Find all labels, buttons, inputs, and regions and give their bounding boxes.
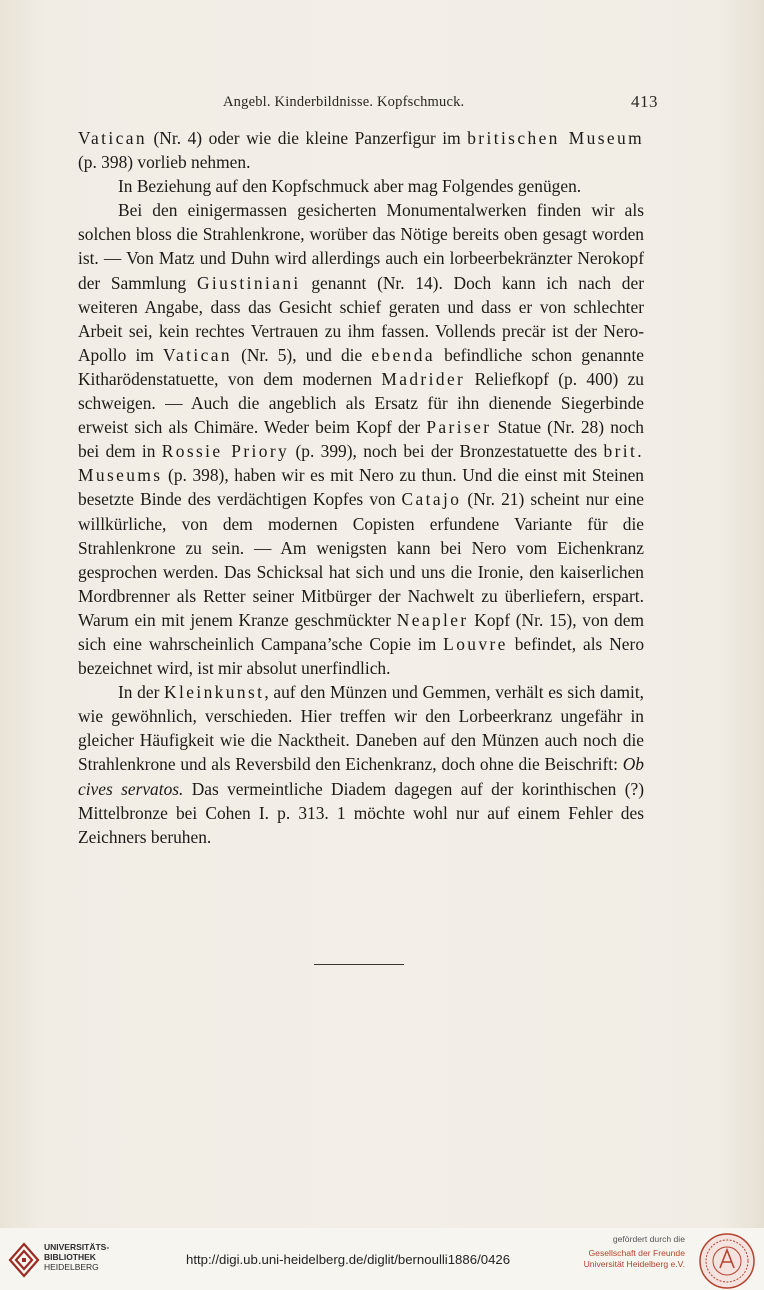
spaced-word: britischen Museum	[467, 128, 645, 148]
library-name	[44, 1242, 109, 1272]
library-name-line: BIBLIOTHEK	[44, 1252, 96, 1262]
text-run: (p. 398), haben wir es mit Nero zu thun. Und die einst mit Steinen besetzte Binde des verdächtigen Kopfes von	[78, 465, 644, 510]
spaced-word: Vatican	[162, 344, 232, 365]
sponsor-name: Gesellschaft der Freunde	[588, 1247, 685, 1258]
text-run: (p. 399), noch bei der Bronzestatuette des	[289, 441, 604, 462]
text-run: befindet, als Nero bezeichnet wird, ist mir absolut unerfindlich.	[78, 633, 645, 679]
spaced-word: Rossie Priory	[161, 441, 290, 462]
text-run: (Nr. 4) oder wie die kleine Panzerfigur im	[146, 128, 468, 148]
spaced-word: Pariser	[426, 417, 492, 438]
library-name-line: UNIVERSITÄTS-	[44, 1242, 110, 1252]
spaced-word: Neapler	[396, 609, 469, 630]
text-run: (Nr. 21) scheint nur eine willkürliche, von dem modernen Copisten erfundene Variante für die Strahlenkrone zu sein. — Am wenigsten kann bei Nero vom Eichenkranz gesprochen werden. Das Schicksal hat sich und uns die Ironie, den kaiserlichen Mordbrenner als Retter seiner Mitbürger der Nachwelt zu überliefern, erspart. Warum ein mit jenem Kranze geschmückter	[78, 489, 644, 630]
spaced-word: Catajo	[401, 489, 462, 510]
page-number: 413	[631, 92, 658, 111]
paragraph-2: In Beziehung auf den Kopfschmuck aber mag Folgendes genügen.	[118, 176, 582, 197]
section-divider	[314, 964, 404, 965]
paragraph-4	[78, 680, 644, 849]
text-run: (Nr. 5), und die	[231, 344, 372, 365]
spaced-word: Madrider	[381, 368, 466, 389]
text-run: befindliche schon genannte Kitharödenstatuette, von dem modernen	[78, 344, 644, 389]
sponsor-block	[584, 1234, 685, 1271]
spaced-word: Kleinkunst	[164, 682, 265, 703]
spaced-word: Vatican	[78, 128, 147, 148]
library-logo-icon	[8, 1240, 40, 1280]
paragraph-3	[78, 198, 644, 680]
sponsor-label: gefördert durch die	[612, 1234, 685, 1244]
text-run: (p. 398) vorlieb nehmen.	[78, 152, 251, 173]
text-run: Statue (Nr. 28) noch bei dem in	[78, 417, 644, 462]
paragraph-1	[78, 126, 644, 174]
text-run: Das vermeintliche Diadem dagegen auf der korinthischen (?) Mittelbronze bei Cohen I. p. 313. 1 möchte wohl nur auf einem Fehler des Zeichners beruhen.	[78, 778, 644, 847]
university-seal-icon	[698, 1232, 756, 1290]
text-run: , auf den Münzen und Gemmen, verhält es sich damit, wie gewöhnlich, verschieden. Hier treffen wir den Lorbeerkranz ungefähr in gleicher Häufigkeit wie die Nacktheit. Daneben auf den Münzen auch noch die Strahlenkrone und als Reversbild den Eichenkranz, doch ohne die Beischrift:	[78, 682, 644, 775]
text-run: Bei den einigermassen gesicherten Monumentalwerken finden wir als solchen bloss die Strahlenkrone, worüber das Nötige bereits oben gesagt worden ist. — Von Matz und Duhn wird allerdings auch ein lorbeerbekränzter Nerokopf der Sammlung	[78, 200, 644, 293]
spaced-word: Louvre	[443, 633, 508, 654]
text-run: Reliefkopf (p. 400) zu schweigen. — Auch die angeblich als Ersatz für ihn dienende Siegerbinde erweist sich als Chimäre. Weder beim Kopf der	[78, 368, 644, 438]
spaced-word: Giustiniani	[196, 272, 301, 293]
body-text	[78, 126, 644, 849]
text-run: Kopf (Nr. 15), von dem sich eine wahrscheinlich Campana’sche Copie im	[78, 609, 644, 654]
spaced-word: brit. Museums	[78, 441, 645, 486]
library-name-line: HEIDELBERG	[44, 1262, 99, 1272]
running-head-title: Angebl. Kinderbildnisse. Kopfschmuck.	[223, 94, 465, 110]
permalink-url[interactable]: http://digi.ub.uni-heidelberg.de/diglit/bernoulli1886/0426	[186, 1252, 511, 1267]
text-run: In der	[118, 682, 165, 703]
sponsor-name: Universität Heidelberg e.V.	[583, 1259, 685, 1269]
spaced-word: ebenda	[371, 344, 435, 365]
running-head	[78, 92, 658, 116]
text-run: genannt (Nr. 14). Doch kann ich nach der weiteren Angabe, dass das Gesicht schief geraten und dass er von schlechter Arbeit sei, kein rechtes Vertrauen zu ihm fassen. Vollends precär ist der Nero-Apollo im	[78, 272, 644, 365]
italic-phrase: Ob cives servatos.	[78, 754, 644, 799]
digitization-footer	[0, 1228, 764, 1290]
